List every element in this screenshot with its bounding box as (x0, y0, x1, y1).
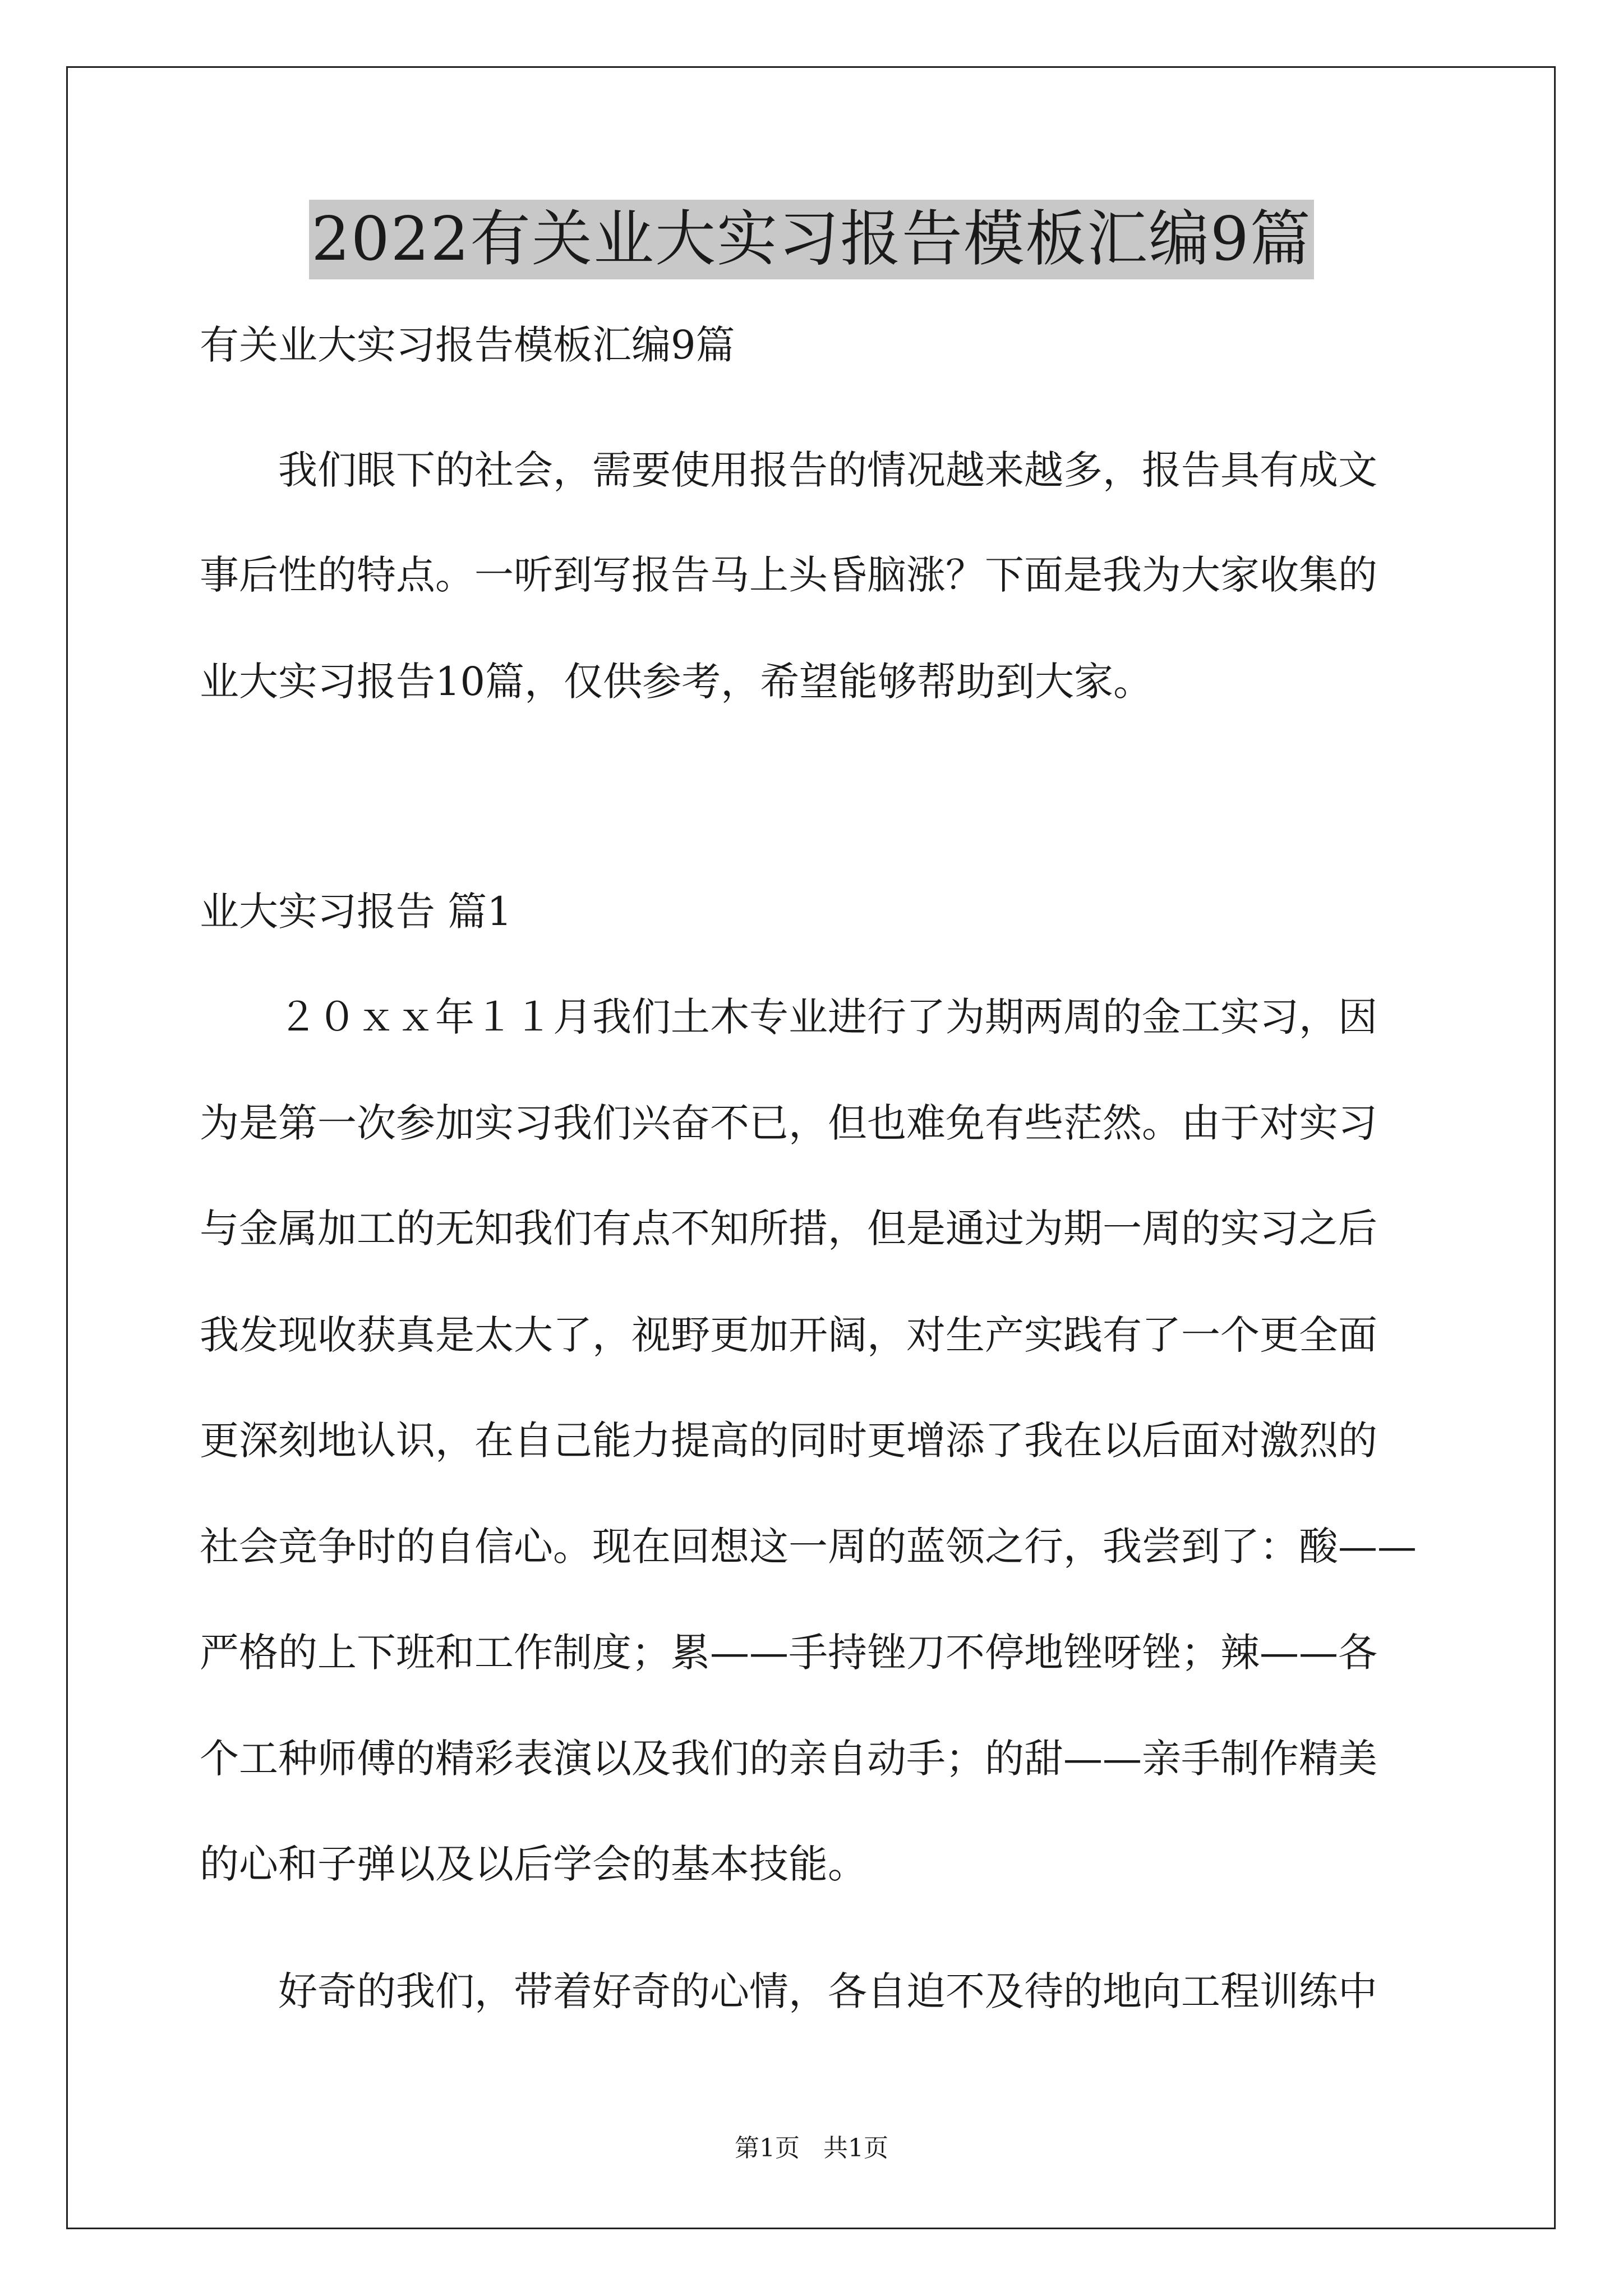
section-heading: 业大实习报告 篇1 (200, 889, 512, 935)
section-line: 更深刻地认识，在自己能力提高的同时更增添了我在以后面对激烈的 (200, 1418, 1377, 1464)
section-line: 个工种师傅的精彩表演以及我们的亲自动手；的甜——亲手制作精美 (200, 1736, 1377, 1782)
section-line: 为是第一次参加实习我们兴奋不已，但也难免有些茫然。由于对实习 (200, 1100, 1377, 1146)
subtitle: 有关业大实习报告模板汇编9篇 (200, 322, 735, 368)
title-container (0, 200, 1623, 279)
document-title: 2022有关业大实习报告模板汇编9篇 (309, 200, 1314, 279)
section-line: ２０ｘｘ年１１月我们土木专业进行了为期两周的金工实习，因 (278, 994, 1377, 1040)
intro-line: 业大实习报告10篇，仅供参考，希望能够帮助到大家。 (200, 659, 1153, 705)
section-line: 的心和子弹以及以后学会的基本技能。 (200, 1841, 867, 1887)
section-line: 社会竞争时的自信心。现在回想这一周的蓝领之行，我尝到了：酸—— (200, 1524, 1417, 1570)
section-line: 严格的上下班和工作制度；累——手持锉刀不停地锉呀锉；辣——各 (200, 1630, 1377, 1676)
section-line: 与金属加工的无知我们有点不知所措，但是通过为期一周的实习之后 (200, 1205, 1377, 1251)
intro-line: 我们眼下的社会，需要使用报告的情况越来越多，报告具有成文 (278, 447, 1377, 493)
intro-line: 事后性的特点。一听到写报告马上头昏脑涨？下面是我为大家收集的 (200, 552, 1377, 598)
page-footer: 第1页 共1页 (735, 2134, 888, 2162)
paragraph-line: 好奇的我们，带着好奇的心情，各自迫不及待的地向工程训练中 (278, 1968, 1377, 2014)
section-line: 我发现收获真是太大了，视野更加开阔，对生产实践有了一个更全面 (200, 1312, 1377, 1358)
